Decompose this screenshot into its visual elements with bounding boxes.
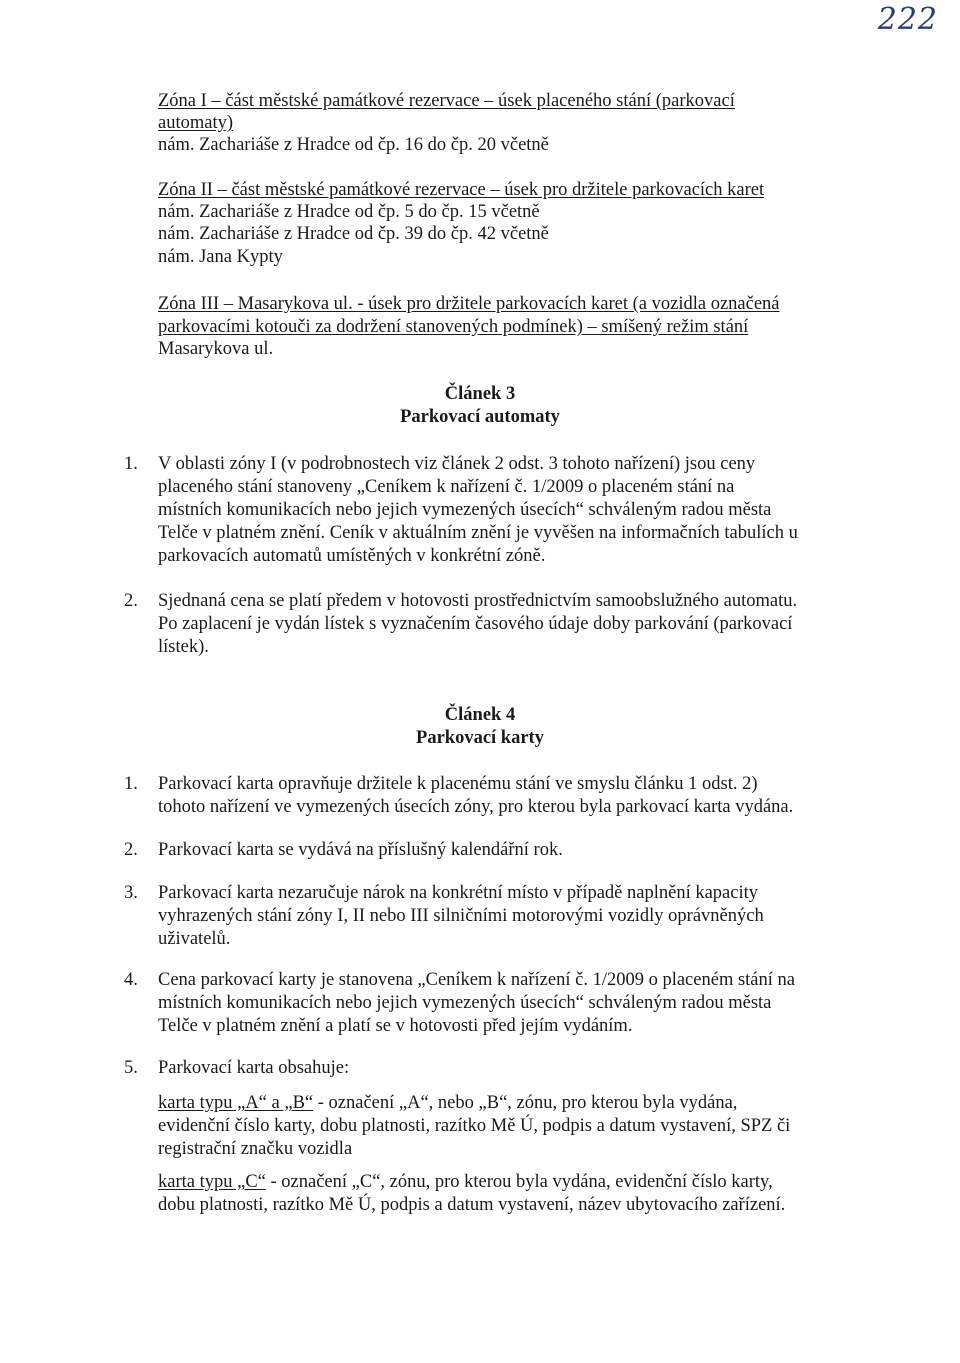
zone-2-street-1: nám. Zachariáše z Hradce od čp. 5 do čp. 15 včetně [158,202,540,222]
article-4-heading: Článek 4 [444,705,516,725]
zone-3-title-line-2: parkovacími kotouči za dodržení stanovených podmínek) – smíšený režim stání [158,317,749,337]
article-3-subheading: Parkovací automaty [400,407,560,427]
article-4-item-5-number: 5. [124,1058,138,1078]
article-3-item-1-number: 1. [124,454,138,474]
article-3-item-1-line-2: placeného stání stanoveny „Ceníkem k nařízení č. 1/2009 o placeném stání na [158,477,735,497]
article-4-item-4-line-1: Cena parkovací karty je stanovena „Ceníkem k nařízení č. 1/2009 o placeném stání na [158,970,795,990]
article-3-item-2-line-1: Sjednaná cena se platí předem v hotovosti prostřednictvím samoobslužného automatu. [158,591,798,611]
article-4-item-3-number: 3. [124,883,138,903]
article-4-item-3-line-3: uživatelů. [158,929,231,949]
article-3-item-1-line-5: parkovacích automatů umístěných v konkrétní zóně. [158,546,546,566]
card-ab-text: - označení „A“, nebo „B“, zónu, pro kterou byla vydána, [313,1093,738,1113]
card-ab-first-line [158,1092,858,1114]
article-4-item-2-line-1: Parkovací karta se vydává na příslušný kalendářní rok. [158,840,563,860]
zone-1-title-line-2: automaty) [158,113,234,133]
article-4-item-4-line-2: místních komunikacích nebo jejich vymezených úsecích“ schváleným radou města [158,993,772,1013]
article-4-item-3-line-1: Parkovací karta nezaručuje nárok na konkrétní místo v případě naplnění kapacity [158,883,758,903]
zone-2-street-3: nám. Jana Kypty [158,247,283,267]
zone-2-title: Zóna II – část městské památkové rezervace – úsek pro držitele parkovacích karet [158,180,765,200]
card-c-text: - označení „C“, zónu, pro kterou byla vydána, evidenční číslo karty, [265,1172,773,1192]
article-4-item-1-line-2: tohoto nařízení ve vymezených úsecích zóny, pro kterou byla parkovací karta vydána. [158,797,794,817]
card-c-label: karta typu „C“ [158,1172,266,1192]
article-3-item-1-line-3: místních komunikacích nebo jejich vymezených úsecích“ schváleným radou města [158,500,772,520]
card-ab-line-3: registrační značku vozidla [158,1139,353,1159]
article-4-item-1-line-1: Parkovací karta opravňuje držitele k placenému stání ve smyslu článku 1 odst. 2) [158,774,758,794]
zone-1-title-line-1: Zóna I – část městské památkové rezervace – úsek placeného stání (parkovací [158,91,735,111]
card-ab-line-2: evidenční číslo karty, dobu platnosti, razítko Mě Ú, podpis a datum vystavení, SPZ či [158,1116,791,1136]
article-4-subheading: Parkovací karty [416,728,544,748]
article-3-item-1-line-4: Telče v platném znění. Ceník v aktuálním znění je vyvěšen na informačních tabulích u [158,523,798,543]
zone-3-title-line-1: Zóna III – Masarykova ul. - úsek pro držitele parkovacích karet (a vozidla označená [158,294,780,314]
handwritten-page-number: 222 [877,2,938,37]
zone-2-street-2: nám. Zachariáše z Hradce od čp. 39 do čp. 42 včetně [158,224,549,244]
article-4-item-1-number: 1. [124,774,138,794]
article-3-item-1-line-1: V oblasti zóny I (v podrobnostech viz článek 2 odst. 3 tohoto nařízení) jsou ceny [158,454,756,474]
article-3-item-2-line-2: Po zaplacení je vydán lístek s vyznačením časového údaje doby parkování (parkovací [158,614,793,634]
article-4-item-4-number: 4. [124,970,138,990]
zone-3-street: Masarykova ul. [158,339,274,359]
article-3-heading: Článek 3 [444,384,516,404]
article-3-item-2-line-3: lístek). [158,637,209,657]
card-ab-label: karta typu „A“ a „B“ [158,1093,314,1113]
article-3-item-2-number: 2. [124,591,138,611]
article-4-item-4-line-3: Telče v platném znění a platí se v hotovosti před jejím vydáním. [158,1016,633,1036]
zone-1-street: nám. Zachariáše z Hradce od čp. 16 do čp. 20 včetně [158,135,549,155]
card-c-first-line [158,1171,858,1193]
article-4-item-3-line-2: vyhrazených stání zóny I, II nebo III silničními motorovými vozidly oprávněných [158,906,764,926]
article-4-item-2-number: 2. [124,840,138,860]
card-c-line-2: dobu platnosti, razítko Mě Ú, podpis a datum vystavení, název ubytovacího zařízení. [158,1195,786,1215]
article-4-item-5-line-1: Parkovací karta obsahuje: [158,1058,350,1078]
